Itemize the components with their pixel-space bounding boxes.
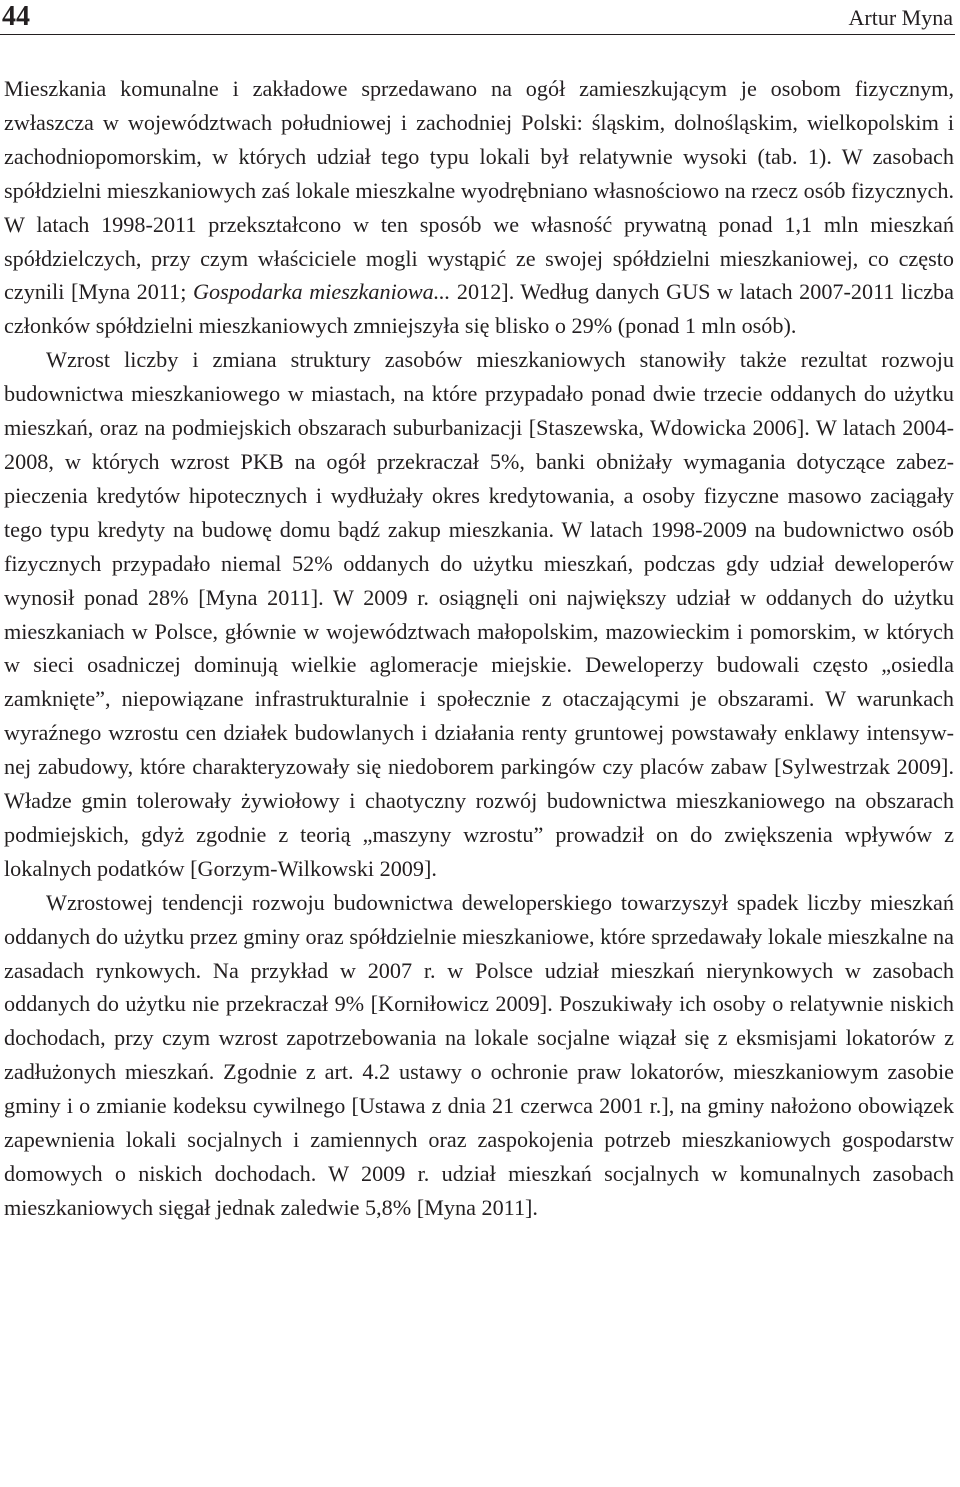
running-head-author: Artur Myna	[848, 5, 953, 30]
paragraph-1	[4, 72, 954, 343]
paragraph-3: Wzrostowej tendencji rozwoju budownictwa deweloperskiego towarzyszył spadek liczby mieszkań oddanych do użytku przez gminy oraz spółdzielnie mieszkaniowe, które sprzedawały lokale mieszkalne na zasadach rynkowych. Na przykład w 2007 r. w Polsce udział mieszkań nierynkowych w zasobach oddanych do użytku nie przekraczał 9% [Korniłowicz 2009]. Poszukiwały ich osoby o relatywnie niskich dochodach, przy czym wzrost zapotrzebowania na lokale socjalne wiązał się z eksmisjami lokatorów z zadłużonych mieszkań. Zgodnie z art. 4.2 ustawy o ochronie praw lokatorów, mieszkaniowym zasobie gminy i o zmianie kodeksu cywilnego [Ustawa z dnia 21 czerwca 2001 r.], na gminy nałożono obowiązek zapewnienia lokali socjalnych i zamiennych oraz zaspokojenia potrzeb mieszkaniowych gospodarstw domowych o niskich dochodach. W 2009 r. udział mieszkań socjalnych w komunalnych zasobach mieszkaniowych sięgał jednak zaledwie 5,8% [Myna 2011].	[4, 889, 954, 1220]
page-number: 44	[2, 1, 30, 32]
paragraph-2: Wzrost liczby i zmiana struktury zasobów mieszkaniowych stanowiły także rezultat rozwoju budownictwa mieszkaniowego w miastach, na które przypadało ponad dwie trzecie oddanych do użytku mieszkań, oraz na podmiejskich obszarach suburbanizacji [Staszewska, Wdowicka 2006]. W latach 2004-2008, w których wzrost PKB na ogół przekraczał 5%, banki obniżały wymagania dotyczące zabezpieczenia kredytów hipotecznych i wydłużały okres kredytowania, a osoby fizyczne masowo zaciągały tego typu kredyty na budowę domu bądź zakup mieszkania. W latach 1998-2009 na budownictwo osób fizycznych przypadało niemal 52% oddanych do użytku mieszkań, podczas gdy udział deweloperów wynosił ponad 28% [Myna 2011]. W 2009 r. osiągnęli oni największy udział w oddanych do użytku mieszkaniach w Polsce, głównie w województwach małopolskim, mazowieckim i pomorskim, w których w sieci osadniczej dominują wielkie aglomeracje miejskie. Deweloperzy budowali często „osiedla zamknięte”, niepowiązane infrastrukturalnie i społecznie z otaczającymi je obszarami. W warunkach wyraźnego wzrostu cen działek budowlanych i działania renty gruntowej powstawały enklawy intensywnej zabudowy, które charakteryzowały się niedoborem parkingów czy placów zabaw [Sylwestrzak 2009]. Władze gmin tolerowały żywiołowy i chaotyczny rozwój budownictwa mieszkaniowego na obszarach podmiejskich, gdyż zgodnie z teorią „maszyny wzrostu” prowadził on do zwiększenia wpływów z lokalnych podatków [Gorzym-Wilkowski 2009].	[4, 347, 954, 881]
page-header	[0, 0, 955, 35]
paragraph-1-text-b: 2012]. Według danych GUS w latach 2007-2011 liczba członków spółdzielni mieszkaniowych zmniejszyła się blisko o 29% (ponad 1 mln osób).	[4, 279, 954, 339]
paragraph-1-text-a: Mieszkania komunalne i zakładowe sprzedawano na ogół zamieszkującym je osobom fizycznym, zwłaszcza w województwach południowej i zachodniej Polski: śląskim, dolnośląskim, wielkopolskim i zachodniopomorskim, w których udział tego typu lokali był relatywnie wysoki (tab. 1). W zasobach spółdzielni mieszkaniowych zaś lokale mieszkalne wyodrębniano własnościowo na rzecz osób fizycznych. W latach 1998-2011 przekształcono w ten sposób we własność prywatną ponad 1,1 mln mieszkań spółdzielczych, przy czym właściciele mogli wystąpić ze swojej spółdzielni mieszkaniowej, co często czynili [Myna 2011;	[4, 76, 954, 305]
cited-title-italic: Gospodarka mieszkaniowa...	[192, 279, 451, 305]
body-text	[4, 72, 954, 1225]
